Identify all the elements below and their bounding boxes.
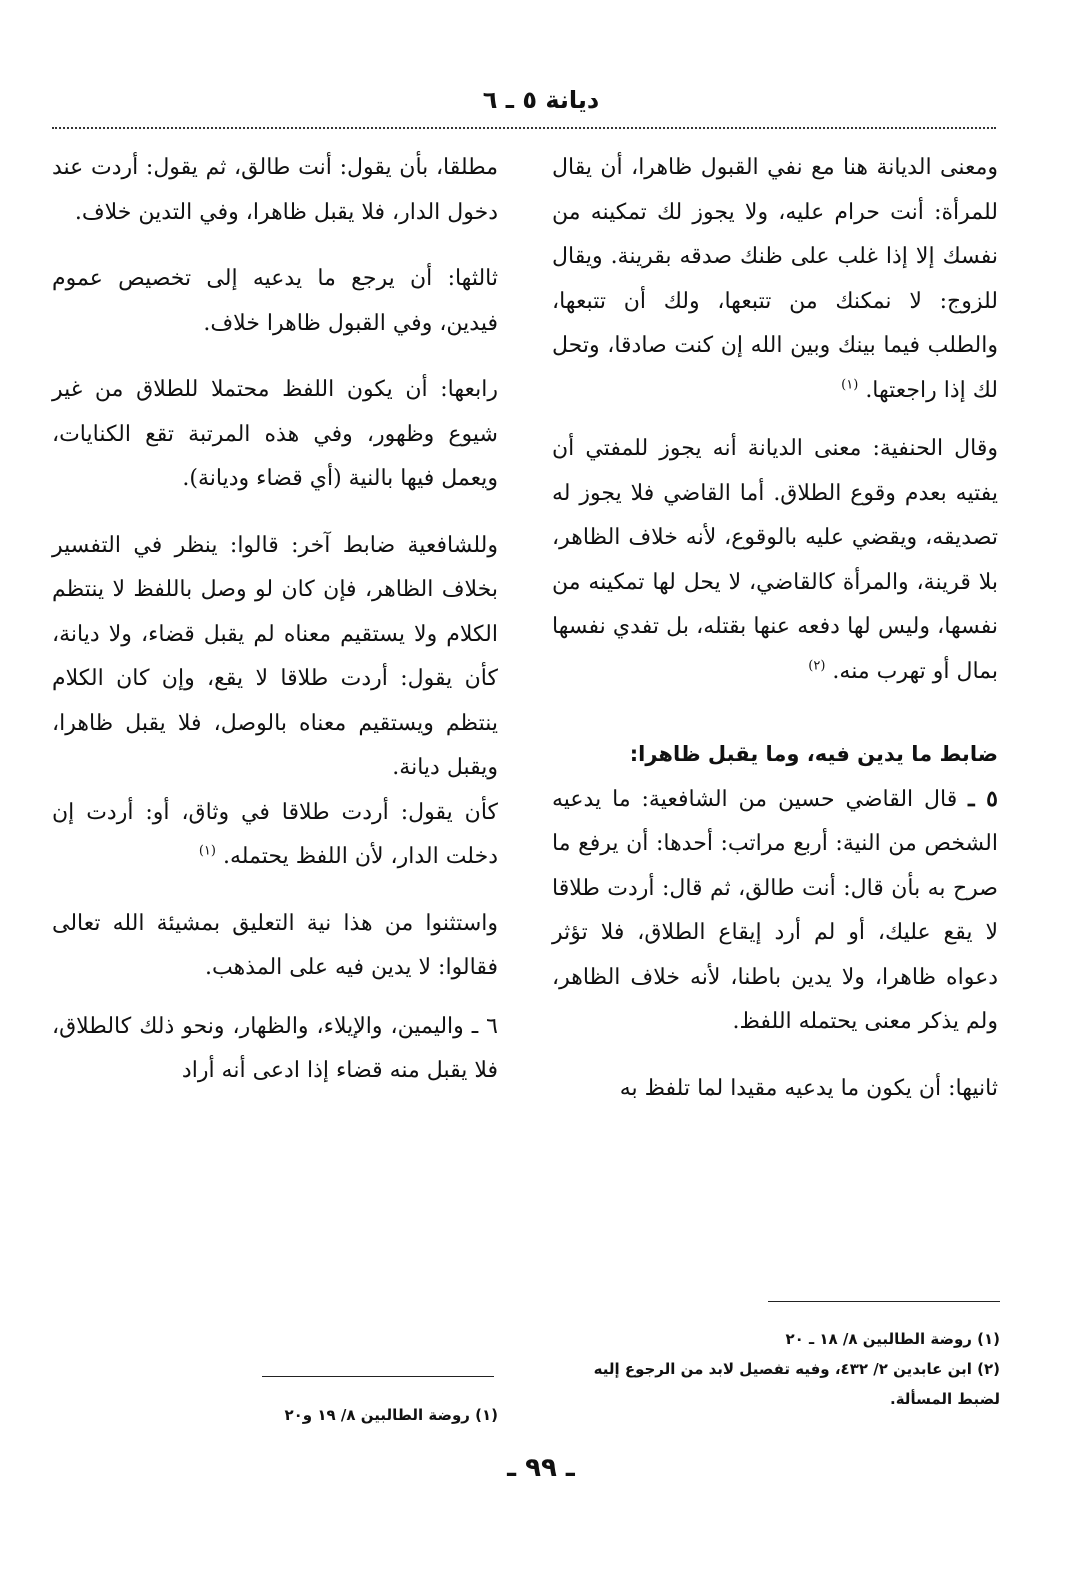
running-header: ديانة ٥ ـ ٦ bbox=[482, 86, 600, 114]
footnote-1: (١) روضة الطالبين ٨/ ١٩ و٢٠ bbox=[284, 1406, 498, 1424]
header-dotted-rule bbox=[52, 127, 996, 129]
paragraph-religious-meaning: ومعنى الديانة هنا مع نفي القبول ظاهرا، أن يقال للمرأة: أنت حرام عليه، ولا يجوز لك تمكينه من نفسك إلا إذا غلب على ظنك صدقه بقرينة. ويقال للزوج: لا نمكنك من تتبعها، ولك أن تتبعها، والطلب فيما بينك وبين الله إن كنت صادقا، وتحل لك إذا راجعتها. $^{(١)}$ bbox=[552, 155, 998, 403]
footnote-1: (١) روضة الطالبين ٨/ ١٨ ـ ٢٠ bbox=[785, 1330, 1000, 1348]
paragraph-number: ٥ ـ bbox=[968, 785, 998, 812]
section-heading: ضابط ما يدين فيه، وما يقبل ظاهرا: bbox=[629, 742, 998, 766]
footnote-rule-left bbox=[262, 1376, 494, 1377]
paragraph-qadi-husayn: ٥ ـ قال القاضي حسين من الشافعية: ما يدعيه الشخص من النية: أربع مراتب: أحدها: أن يرفع ما صرح به بأن قال: أنت طالق، ثم قال: أردت طلاقا لا يقع عليك، أو لم أرد إيقاع الطلاق، فلا تؤثر دعواه ظاهرا، ولا يدين باطنا، لأنه خلاف الظاهر، ولم يذكر معنى يحتمله اللفظ. bbox=[552, 785, 998, 1034]
paragraph-continuation: مطلقا، بأن يقول: أنت طالق، ثم يقول: أردت عند دخول الدار، فلا يقبل ظاهرا، وفي التدين خلاف. bbox=[52, 155, 498, 225]
paragraph-shafii-rule: وللشافعية ضابط آخر: قالوا: ينظر في التفسير بخلاف الظاهر، فإن كان لو وصل باللفظ لا ينتظم الكلام ولا يستقيم معناه لم يقبل قضاء، ولا ديانة، كأن يقول: أردت طلاقا لا يقع، وإن كان الكلام ينتظم ويستقيم معناه بالوصل، فلا يقبل ظاهرا، ويقبل ديانة. bbox=[52, 532, 498, 780]
right-column bbox=[552, 146, 998, 1111]
footnote-ref: (٢) bbox=[808, 658, 826, 674]
paragraph-exception: واستثنوا من هذا نية التعليق بمشيئة الله تعالى فقالوا: لا يدين فيه على المذهب. bbox=[52, 910, 498, 980]
paragraph-third-rank: ثالثها: أن يرجع ما يدعيه إلى تخصيص عموم فيدين، وفي القبول ظاهرا خلاف. bbox=[52, 266, 498, 336]
paragraph-oaths: ٦ ـ واليمين، والإيلاء، والظهار، ونحو ذلك كالطلاق، فلا يقبل منه قضاء إذا ادعى أنه أراد bbox=[52, 1013, 498, 1083]
footnote-rule-right bbox=[768, 1301, 1000, 1302]
paragraph-hanafi-view: وقال الحنفية: معنى الديانة أنه يجوز للمفتي أن يفتيه بعدم وقوع الطلاق. أما القاضي فلا يجوز له تصديقه، ويقضي عليه بالوقوع، لأنه خلاف الظاهر، بلا قرينة، والمرأة كالقاضي، لا يحل لها تمكينه من نفسها، وليس لها دفعه عنها بقتله، بل تفدي نفسها بمال أو تهرب منه. $^{(٢)}$ bbox=[552, 436, 998, 684]
paragraph-fourth-rank: رابعها: أن يكون اللفظ محتملا للطلاق من غير شيوع وظهور، وفي هذه المرتبة تقع الكنايات، ويعمل فيها بالنية (أي قضاء وديانة). bbox=[52, 377, 498, 491]
footnotes-left bbox=[52, 1400, 498, 1430]
paragraph-second-rank: ثانيها: أن يكون ما يدعيه مقيدا لما تلفظ به bbox=[619, 1075, 998, 1101]
footnotes-right bbox=[552, 1324, 1000, 1414]
paragraph-example: كأن يقول: أردت طلاقا في وثاق، أو: أردت إن دخلت الدار، لأن اللفظ يحتمله. $^{(١)}$ bbox=[52, 799, 498, 869]
footnote-ref: (١) bbox=[198, 843, 216, 859]
footnote-2: (٢) ابن عابدين ٢/ ٤٣٢، وفيه تفصيل لابد من الرجوع إليه لضبط المسألة. bbox=[593, 1360, 1000, 1408]
page-number: ـ ٩٩ ـ bbox=[507, 1453, 575, 1483]
left-column bbox=[52, 146, 498, 1094]
footnote-ref: (١) bbox=[841, 377, 859, 393]
